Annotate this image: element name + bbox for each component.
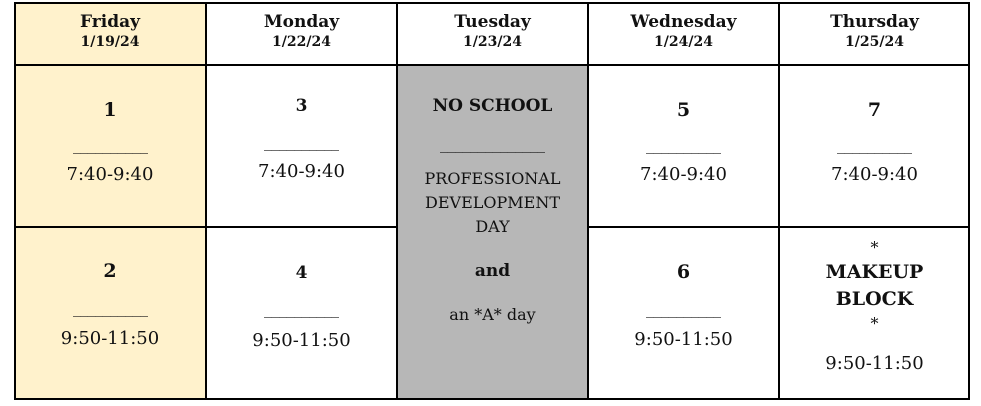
header-date: 1/23/24 bbox=[463, 34, 522, 50]
block-time: 9:50-11:50 bbox=[252, 330, 351, 351]
header-date: 1/25/24 bbox=[845, 34, 904, 50]
block-time: 9:50-11:50 bbox=[60, 328, 160, 349]
block-divider: __________ bbox=[837, 135, 912, 154]
block-time: 7:40-9:40 bbox=[258, 161, 345, 182]
block-number: 5 bbox=[676, 99, 691, 121]
header-friday bbox=[14, 12, 206, 52]
header-date: 1/24/24 bbox=[654, 34, 713, 50]
border-right bbox=[968, 2, 970, 400]
pd-line-3: DAY bbox=[475, 217, 510, 236]
block-time: 7:40-9:40 bbox=[831, 164, 918, 185]
thursday-makeup-block bbox=[779, 227, 970, 400]
block-number: 3 bbox=[295, 96, 308, 116]
makeup-star-top: * bbox=[870, 238, 879, 257]
makeup-star-bottom: * bbox=[870, 314, 879, 333]
block-time: 9:50-11:50 bbox=[634, 329, 733, 350]
makeup-label: MAKEUP bbox=[825, 261, 924, 283]
block-divider: __________ bbox=[264, 132, 339, 151]
header-day: Thursday bbox=[830, 12, 919, 32]
border-header bbox=[14, 64, 970, 66]
block-divider: __________ bbox=[72, 298, 148, 317]
tuesday-no-school bbox=[397, 65, 588, 400]
monday-block-4 bbox=[206, 227, 397, 400]
block-divider: __________ bbox=[646, 299, 721, 318]
header-wednesday bbox=[588, 12, 779, 52]
tuesday-divider: ______________ bbox=[440, 134, 545, 153]
friday-block-2 bbox=[14, 227, 206, 400]
border-col-4 bbox=[778, 2, 780, 400]
block-number: 7 bbox=[867, 99, 882, 121]
header-thursday bbox=[779, 12, 970, 52]
block-number: 2 bbox=[103, 260, 117, 282]
and-label: and bbox=[474, 261, 511, 281]
header-date: 1/19/24 bbox=[80, 34, 140, 50]
header-day: Tuesday bbox=[454, 12, 531, 32]
header-tuesday bbox=[397, 12, 588, 52]
header-day: Wednesday bbox=[630, 12, 737, 32]
border-left bbox=[14, 2, 16, 400]
block-number: 6 bbox=[676, 261, 691, 283]
block-divider: __________ bbox=[72, 135, 148, 154]
block-time: 7:40-9:40 bbox=[66, 164, 154, 185]
block-number: 4 bbox=[295, 263, 308, 283]
wednesday-block-5 bbox=[588, 65, 779, 227]
border-col-3 bbox=[587, 2, 589, 400]
border-col-1 bbox=[205, 2, 207, 400]
block-number: 1 bbox=[103, 99, 117, 121]
block-time: 7:40-9:40 bbox=[640, 164, 727, 185]
pd-line-2: DEVELOPMENT bbox=[425, 193, 560, 212]
header-day: Monday bbox=[263, 12, 340, 32]
monday-block-3 bbox=[206, 65, 397, 227]
header-date: 1/22/24 bbox=[272, 34, 331, 50]
friday-block-1 bbox=[14, 65, 206, 227]
a-day-label: an *A* day bbox=[449, 305, 536, 324]
no-school-label: NO SCHOOL bbox=[432, 96, 553, 116]
header-monday bbox=[206, 12, 397, 52]
block-divider: __________ bbox=[264, 299, 339, 318]
border-top bbox=[14, 2, 970, 4]
block-time: 9:50-11:50 bbox=[825, 353, 924, 374]
block-divider: __________ bbox=[646, 135, 721, 154]
header-day: Friday bbox=[80, 12, 140, 32]
border-col-2 bbox=[396, 2, 398, 400]
wednesday-block-6 bbox=[588, 227, 779, 400]
border-bottom bbox=[14, 398, 970, 400]
pd-line-1: PROFESSIONAL bbox=[424, 169, 561, 188]
thursday-block-7 bbox=[779, 65, 970, 227]
schedule-table bbox=[14, 2, 970, 400]
block-label: BLOCK bbox=[835, 288, 914, 310]
